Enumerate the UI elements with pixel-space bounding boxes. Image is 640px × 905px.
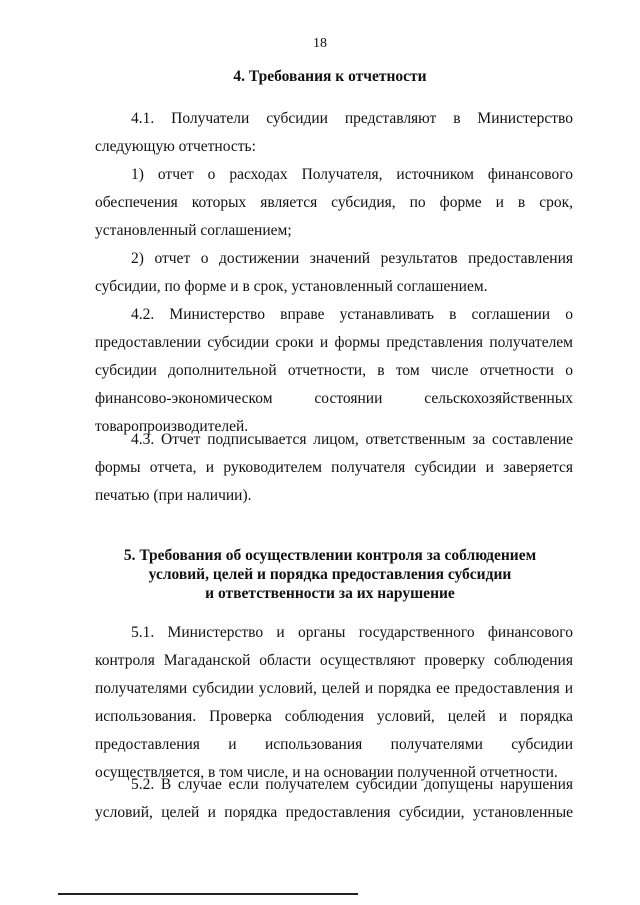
section-5-title-line-1: 5. Требования об осуществлении контроля за соблюдением <box>123 547 537 564</box>
paragraph-4-3: 4.3. Отчет подписывается лицом, ответственным за составление формы отчета, и руководителем получателя субсидии и заверяется печатью (при наличии). <box>95 431 573 504</box>
section-5-title <box>100 546 560 603</box>
section-5-title-line-2: условий, целей и порядка предоставления субсидии <box>148 566 512 583</box>
section-5-title-line-3: и ответственности за их нарушение <box>205 585 455 602</box>
paragraph-4-2: 4.2. Министерство вправе устанавливать в соглашении о предоставлении субсидии сроки и формы представления получателем субсидии дополнительной отчетности, в том числе отчетности о финансово-экономическом состоянии сельскохозяйственных товаропроизводителей. <box>95 306 573 435</box>
paragraph-4-1-item-1: 1) отчет о расходах Получателя, источником финансового обеспечения которых является субсидия, по форме и в срок, установленный соглашением; <box>95 166 573 239</box>
scan-edge-line <box>58 893 358 895</box>
paragraph-5-2: 5.2. В случае если получателем субсидии допущены нарушения условий, целей и порядка предоставления субсидии, установленные <box>95 776 573 821</box>
paragraph-4-1-item-2: 2) отчет о достижении значений результатов предоставления субсидии, по форме и в срок, установленный соглашением. <box>95 250 573 295</box>
section-4-title: 4. Требования к отчетности <box>233 68 427 85</box>
page-number: 18 <box>313 36 327 51</box>
paragraph-5-1: 5.1. Министерство и органы государственного финансового контроля Магаданской области осуществляют проверку соблюдения получателями субсидии условий, целей и порядка ее предоставления и использования. Проверка соблюдения условий, целей и порядка предоставления и использования получателями субсидии осуществляется, в том числе, и на основании полученной отчетности. <box>95 624 573 781</box>
paragraph-4-1: 4.1. Получатели субсидии представляют в Министерство следующую отчетность: <box>95 110 573 155</box>
